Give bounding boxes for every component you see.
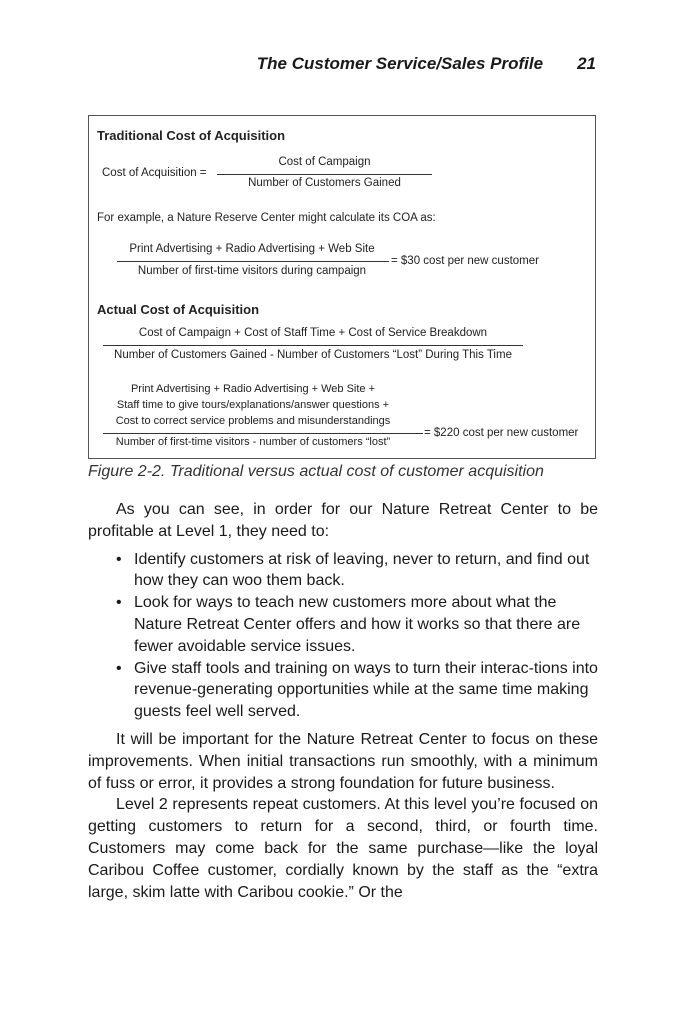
paragraph-focus: It will be important for the Nature Retreat Center to focus on these improvements. When initial transactions run smoothly, with a minimum of fuss or error, it provides a strong foundation for future business. — [88, 730, 598, 792]
bullet-text-2: Look for ways to teach new customers more about what the Nature Retreat Center offers and how it works so that there are fewer avoidable service issues. — [134, 594, 581, 655]
traditional-fraction-line — [217, 174, 432, 175]
traditional-heading: Traditional Cost of Acquisition — [97, 128, 286, 143]
example-fraction-line — [117, 261, 389, 262]
figure-caption: Figure 2-2. Traditional versus actual cost of customer acquisition — [88, 463, 544, 480]
example-numerator: Print Advertising + Radio Advertising + Web Site — [129, 243, 375, 255]
actual-example-fraction-line — [103, 433, 423, 434]
actual-example-result: = $220 cost per new customer — [424, 427, 579, 439]
intro-paragraph: As you can see, in order for our Nature Retreat Center to be profitable at Level 1, they need to: — [88, 501, 598, 540]
bullet-item-1 — [88, 549, 598, 593]
running-header — [257, 54, 596, 74]
actual-example-denominator: Number of first-time visitors - number of customers “lost” — [115, 436, 391, 448]
bullet-icon: • — [116, 659, 122, 677]
traditional-label: Cost of Acquisition = — [102, 167, 207, 179]
actual-example-numerator-3: Cost to correct service problems and misunderstandings — [115, 415, 391, 427]
traditional-numerator: Cost of Campaign — [278, 156, 371, 168]
bullet-item-2 — [88, 592, 598, 657]
actual-example-numerator-2: Staff time to give tours/explanations/answer questions + — [116, 399, 390, 411]
actual-denominator: Number of Customers Gained - Number of Customers “Lost” During This Time — [114, 349, 512, 361]
bullet-icon: • — [116, 594, 122, 612]
actual-fraction-line — [103, 345, 523, 346]
bullet-item-3 — [88, 658, 598, 723]
bullet-text-3: Give staff tools and training on ways to turn their interac-tions into revenue-generating opportunities while at the same time making guests feel well served. — [134, 659, 598, 721]
body-text — [88, 499, 598, 903]
bullet-icon: • — [116, 550, 122, 568]
traditional-denominator: Number of Customers Gained — [248, 177, 401, 189]
example-result: = $30 cost per new customer — [391, 255, 539, 267]
bullet-text-1: Identify customers at risk of leaving, never to return, and find out how they can woo them back. — [134, 550, 590, 590]
example-denominator: Number of first-time visitors during campaign — [137, 265, 367, 277]
actual-heading: Actual Cost of Acquisition — [97, 302, 260, 317]
paragraph-level-2: Level 2 represents repeat customers. At this level you’re focused on getting customers to return for a second, third, or fourth time. Customers may come back for the same purchase—like the loyal Caribou Coffee customer, cordially known by the staff as the “extra large, skim latte with Caribou cookie.” Or the — [88, 796, 598, 901]
running-title: The Customer Service/Sales Profile — [256, 54, 544, 73]
actual-numerator: Cost of Campaign + Cost of Staff Time + Cost of Service Breakdown — [138, 327, 488, 339]
figure-box — [88, 115, 596, 459]
page-number: 21 — [577, 54, 596, 73]
actual-example-numerator-1: Print Advertising + Radio Advertising + Web Site + — [130, 383, 376, 395]
bullet-list — [88, 549, 598, 723]
example-intro: For example, a Nature Reserve Center might calculate its COA as: — [97, 212, 436, 224]
